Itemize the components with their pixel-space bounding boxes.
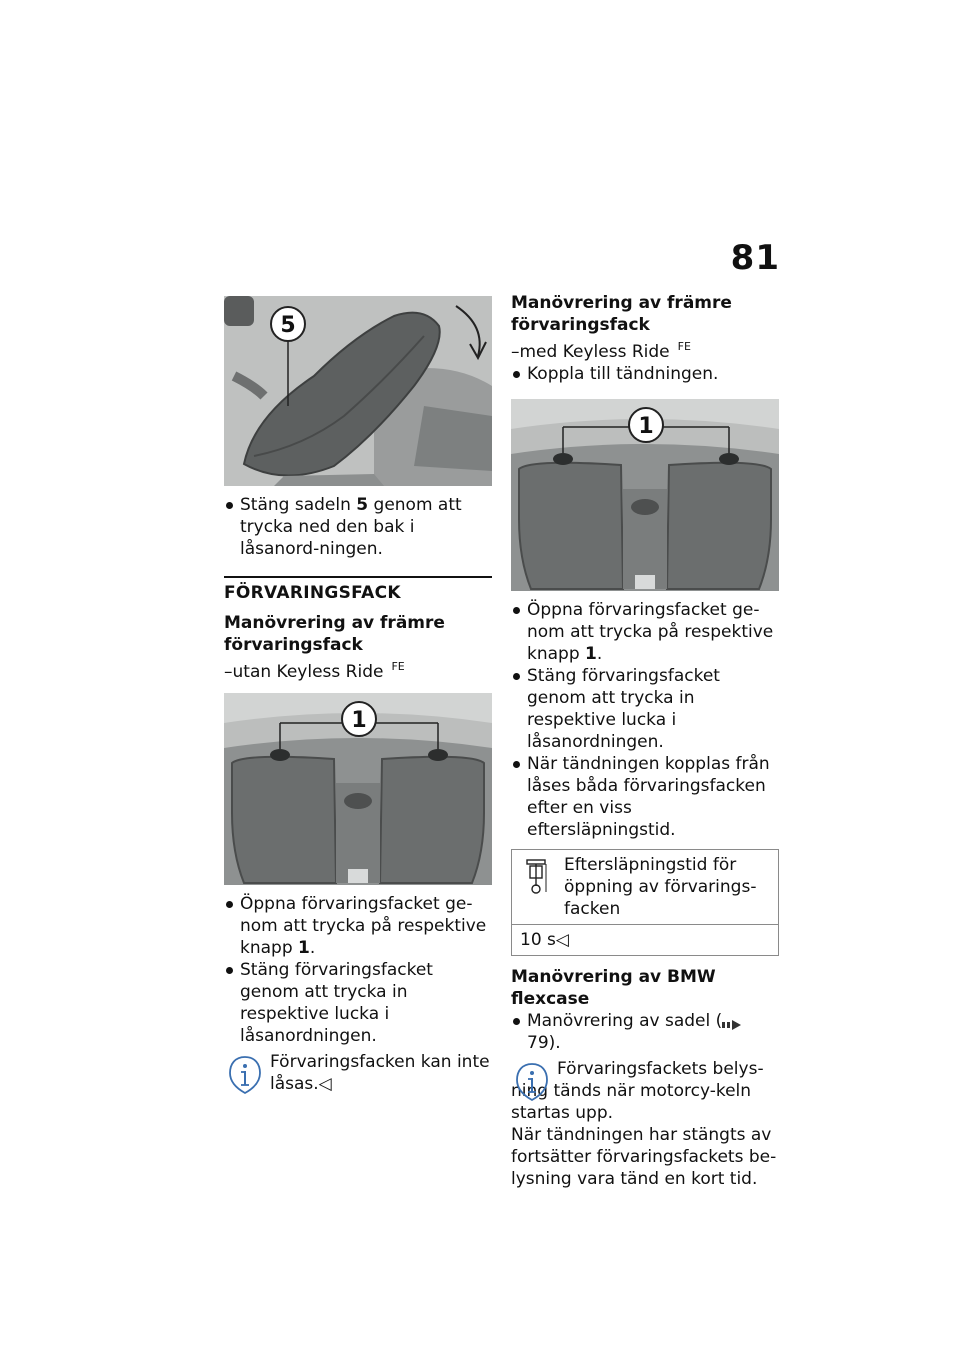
- sub-heading: Manövrering av främre förvaringsfack: [224, 613, 445, 655]
- figure-storage-keyless: [511, 399, 779, 591]
- paragraph: När tändningen har stängts av fortsätter förvaringsfackets be-lysning vara tänd en kort tid.: [511, 1125, 777, 1189]
- variant-label: –utan Keyless Ride $^{FE}$: [224, 660, 405, 682]
- spec-label: Eftersläpningstid för öppning av förvarings-facken: [564, 855, 757, 919]
- storage-illustration: [224, 693, 492, 885]
- variant-label: –med Keyless Ride $^{FE}$: [511, 340, 691, 362]
- spec-table: [511, 849, 779, 956]
- reference-number: 1: [585, 644, 597, 664]
- page-number: 81: [730, 238, 780, 278]
- note-text: Förvaringsfacken kan inte låsas.◁: [270, 1052, 490, 1094]
- figure-seat: [224, 296, 492, 486]
- seat-illustration: [224, 296, 492, 486]
- storage-callout-label: 1: [351, 708, 367, 733]
- right-column: [511, 292, 779, 1190]
- pressure-gauge-icon: [524, 858, 548, 896]
- reference-number: 5: [356, 495, 369, 515]
- left-column: [224, 296, 492, 1095]
- section-heading: FÖRVARINGSFACK: [224, 576, 492, 604]
- list-item: Koppla till tändningen.: [511, 363, 779, 385]
- info-icon: [228, 1055, 262, 1095]
- list-item: Stäng förvaringsfacket genom att trycka in respektive lucka i låsanordningen.: [224, 959, 492, 1047]
- option-code: FE: [391, 660, 405, 673]
- list-item: Öppna förvaringsfacket ge-nom att trycka på respektive knapp 1.: [224, 893, 492, 959]
- figure-storage: [224, 693, 492, 885]
- info-icon: [515, 1062, 549, 1102]
- spec-value: 10 s◁: [520, 930, 569, 950]
- spec-label-cell: [512, 850, 778, 925]
- page-reference[interactable]: 79: [527, 1033, 549, 1053]
- list-item: Manövrering av sadel ( 79).: [511, 1010, 779, 1054]
- storage-illustration: [511, 399, 779, 591]
- arrow-right-icon: [722, 1015, 742, 1027]
- list-item: När tändningen kopplas från låses båda förvaringsfacken efter en viss eftersläpningstid.: [511, 753, 779, 841]
- list-item: Öppna förvaringsfacket ge-nom att trycka på respektive knapp 1.: [511, 599, 779, 665]
- sub-heading: Manövrering av BMW flexcase: [511, 967, 716, 1009]
- info-note: [511, 1058, 779, 1124]
- reference-number: 1: [298, 938, 310, 958]
- storage-callout-label: 1: [638, 414, 654, 439]
- list-item: Stäng sadeln 5 genom att trycka ned den bak i låsanord-ningen.: [224, 494, 492, 560]
- note-text: Förvaringsfackets belys-ning tänds när motorcy-keln startas upp.: [511, 1059, 764, 1123]
- list-item: Stäng förvaringsfacket genom att trycka in respektive lucka i låsanordningen.: [511, 665, 779, 753]
- option-code: FE: [677, 340, 691, 353]
- info-note: [224, 1051, 492, 1095]
- seat-callout-label: 5: [280, 313, 296, 338]
- sub-heading: Manövrering av främre förvaringsfack: [511, 293, 732, 335]
